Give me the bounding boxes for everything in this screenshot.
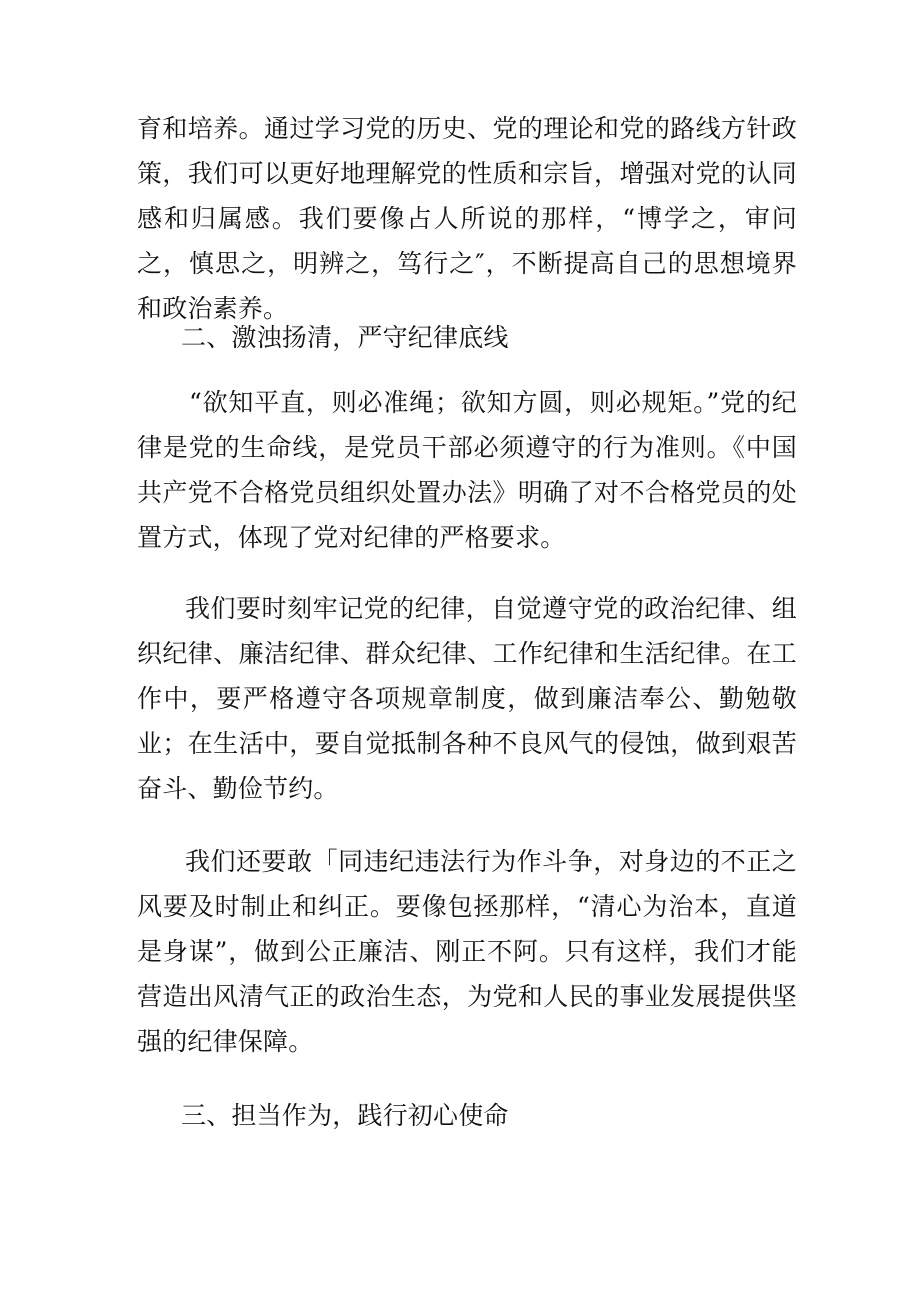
paragraph-fight-misconduct: 我们还要敢「同违纪违法行为作斗争，对身边的不正之风要及时制止和纠正。要像包拯那样，“清心为治本，直道是身谋”，做到公正廉洁、刚正不阿。只有这样，我们才能营造出风清气正的政治生态，为党和人民的事业发展提供坚强的纪律保障。 xyxy=(137,847,797,1056)
paragraph-study-history: 育和培养。通过学习党的历史、党的理论和党的路线方针政策，我们可以更好地理解党的性质和宗旨，增强对党的认同感和归属感。我们要像占人所说的那样，“博学之，审问之，慎思之，明辨之，笃行之″，不断提高自己的思想境界和政治素养。 xyxy=(137,114,797,323)
paragraph-discipline-quote: “欲知平直，则必准绳；欲知方圆，则必规矩。”党的纪律是党的生命线，是党员干部必须遵守的行为准则。《中国共产党不合格党员组织处置办法》明确了对不合格党员的处置方式，体现了党对纪律的严格要求。 xyxy=(137,388,797,552)
section-heading-discipline: 二、激浊扬清，严守纪律底线 xyxy=(181,323,509,352)
paragraph-discipline-rules: 我们要时刻牢记党的纪律，自觉遵守党的政治纪律、组织纪律、廉洁纪律、群众纪律、工作纪律和生活纪律。在工作中，要严格遵守各项规章制度，做到廉洁奉公、勤勉敬业；在生活中，要自觉抵制各种不良风气的侵蚀，做到艰苦奋斗、勤俭节约。 xyxy=(137,594,797,803)
section-heading-responsibility: 三、担当作为，践行初心使命 xyxy=(181,1101,509,1130)
